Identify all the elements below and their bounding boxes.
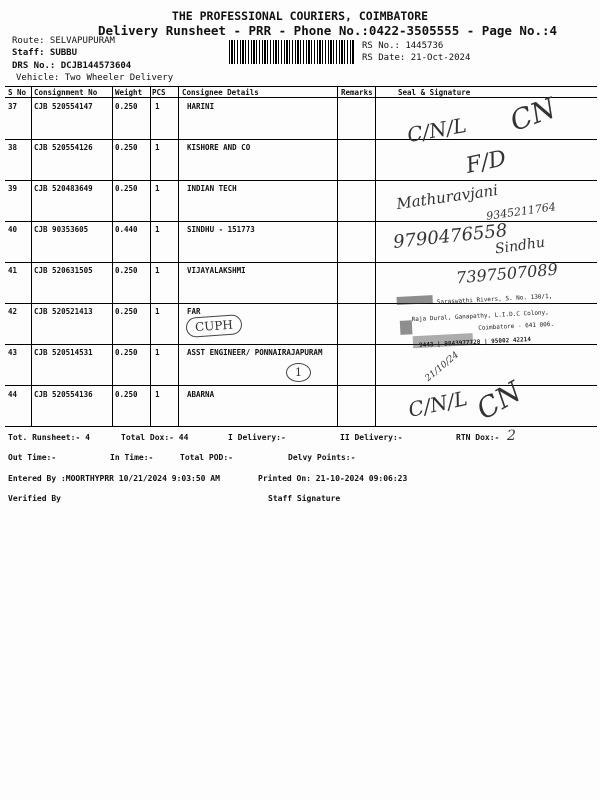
cell-weight: 0.250 <box>115 266 138 275</box>
cell-pcs: 1 <box>155 225 160 234</box>
cell-weight: 0.250 <box>115 307 138 316</box>
handwritten-note: CUPH <box>185 314 242 338</box>
cell-consignee: SINDHU - 151773 <box>187 225 255 234</box>
verified-by: Verified By <box>8 494 61 503</box>
delvy-points: Delvy Points:- <box>288 453 356 462</box>
col-header-sno: S No <box>8 88 27 97</box>
cell-pcs: 1 <box>155 390 160 399</box>
cell-sno: 43 <box>8 348 18 357</box>
handwritten-signature: CN <box>505 91 561 138</box>
cell-consignee: VIJAYALAKSHMI <box>187 266 246 275</box>
cell-consignment: CJB 520554147 <box>34 102 93 111</box>
entered-by: Entered By :MOORTHYPRR 10/21/2024 9:03:50 AM <box>8 474 220 483</box>
cell-pcs: 1 <box>155 143 160 152</box>
company-stamp <box>397 287 590 359</box>
in-time: In Time:- <box>110 453 154 462</box>
column-divider <box>337 86 338 427</box>
stamp-line: Raja Dural, Ganapathy, L.I.D.C Colony, <box>411 309 549 324</box>
table-header-border <box>5 97 597 98</box>
runsheet-title: Delivery Runsheet - PRR - Phone No.:0422-3505555 - Page No.:4 <box>98 23 558 38</box>
column-divider <box>375 86 376 427</box>
cell-sno: 41 <box>8 266 18 275</box>
col-header-remarks: Remarks <box>341 88 373 97</box>
staff-signature-label: Staff Signature <box>268 494 341 503</box>
stamp-line: 9443 | 9843977728 | 95002 42214 <box>418 336 532 349</box>
cell-weight: 0.250 <box>115 348 138 357</box>
rs-date: RS Date: 21-Oct-2024 <box>362 53 471 63</box>
cell-consignment: CJB 520554136 <box>34 390 93 399</box>
cell-pcs: 1 <box>155 102 160 111</box>
rtn-dox: RTN Dox:- <box>456 433 500 442</box>
column-divider <box>112 86 113 427</box>
col-header-consignee: Consignee Details <box>182 88 259 97</box>
cell-consignment: CJB 520521413 <box>34 307 93 316</box>
cell-weight: 0.250 <box>115 390 138 399</box>
handwritten-signature: 9345211764 <box>485 200 557 223</box>
col-header-signature: Seal & Signature <box>398 88 471 97</box>
handwritten-signature: F/D <box>463 146 509 179</box>
cell-consignee: ASST ENGINEER/ PONNAIRAJAPURAM <box>187 348 323 357</box>
drs-number: DRS No.: DCJB144573604 <box>12 61 132 71</box>
total-runsheet: Tot. Runsheet:- 4 <box>8 433 90 442</box>
handwritten-rtn-count: 2 <box>507 428 516 444</box>
cell-consignment: CJB 520554126 <box>34 143 93 152</box>
table-bottom-border <box>5 426 597 427</box>
handwritten-signature: CN <box>470 374 528 427</box>
cell-pcs: 1 <box>155 348 160 357</box>
cell-sno: 37 <box>8 102 18 111</box>
staff: Staff: SUBBU <box>12 48 78 58</box>
col-header-consignment: Consignment No <box>34 88 98 97</box>
stamp-line: Coimbatore - 641 006. <box>478 320 555 332</box>
column-divider <box>150 86 151 427</box>
handwritten-signature: 21/10/24 <box>423 350 461 384</box>
cell-pcs: 1 <box>155 184 160 193</box>
stamp-line: Saraswathi Rivers, S. No. 130/1, <box>436 292 553 306</box>
barcode <box>229 40 354 64</box>
cell-sno: 42 <box>8 307 18 316</box>
col-header-pcs: PCS <box>152 88 166 97</box>
handwritten-signature: Sindhu <box>494 234 546 258</box>
handwritten-note: 1 <box>286 363 311 382</box>
cell-weight: 0.250 <box>115 143 138 152</box>
cell-consignment: CJB 520483649 <box>34 184 93 193</box>
cell-consignee: FAR <box>187 307 201 316</box>
cell-consignment: CJB 520514531 <box>34 348 93 357</box>
cell-pcs: 1 <box>155 266 160 275</box>
table-top-border <box>5 86 597 87</box>
handwritten-signature: 9790476558 <box>392 220 509 253</box>
i-delivery: I Delivery:- <box>228 433 286 442</box>
total-pod: Total POD:- <box>180 453 233 462</box>
cell-weight: 0.250 <box>115 184 138 193</box>
cell-consignee: INDIAN TECH <box>187 184 237 193</box>
col-header-weight: Weight <box>115 88 143 97</box>
cell-pcs: 1 <box>155 307 160 316</box>
column-divider <box>31 86 32 427</box>
cell-consignment: CJB 90353605 <box>34 225 89 234</box>
row-divider <box>5 221 597 222</box>
total-dox: Total Dox:- 44 <box>121 433 189 442</box>
ii-delivery: II Delivery:- <box>340 433 403 442</box>
company-title: THE PROFESSIONAL COURIERS, COIMBATORE <box>171 9 429 23</box>
handwritten-signature: C/N/L <box>405 113 469 147</box>
vehicle: Vehicle: Two Wheeler Delivery <box>16 73 174 83</box>
route: Route: SELVAPUPURAM <box>12 36 115 46</box>
cell-sno: 38 <box>8 143 18 152</box>
row-divider <box>5 180 597 181</box>
cell-consignee: KISHORE AND CO <box>187 143 251 152</box>
printed-on: Printed On: 21-10-2024 09:06:23 <box>258 474 408 483</box>
handwritten-signature: Mathuravjani <box>395 180 500 214</box>
cell-consignment: CJB 520631505 <box>34 266 93 275</box>
rs-number: RS No.: 1445736 <box>362 41 444 51</box>
row-divider <box>5 139 597 140</box>
cell-consignee: ABARNA <box>187 390 215 399</box>
cell-consignee: HARINI <box>187 102 215 111</box>
column-divider <box>178 86 179 427</box>
handwritten-signature: C/N/L <box>406 386 470 422</box>
cell-sno: 39 <box>8 184 18 193</box>
cell-sno: 44 <box>8 390 18 399</box>
handwritten-signature: 7397507089 <box>455 259 559 288</box>
cell-weight: 0.440 <box>115 225 138 234</box>
out-time: Out Time:- <box>8 453 57 462</box>
cell-sno: 40 <box>8 225 18 234</box>
cell-weight: 0.250 <box>115 102 138 111</box>
